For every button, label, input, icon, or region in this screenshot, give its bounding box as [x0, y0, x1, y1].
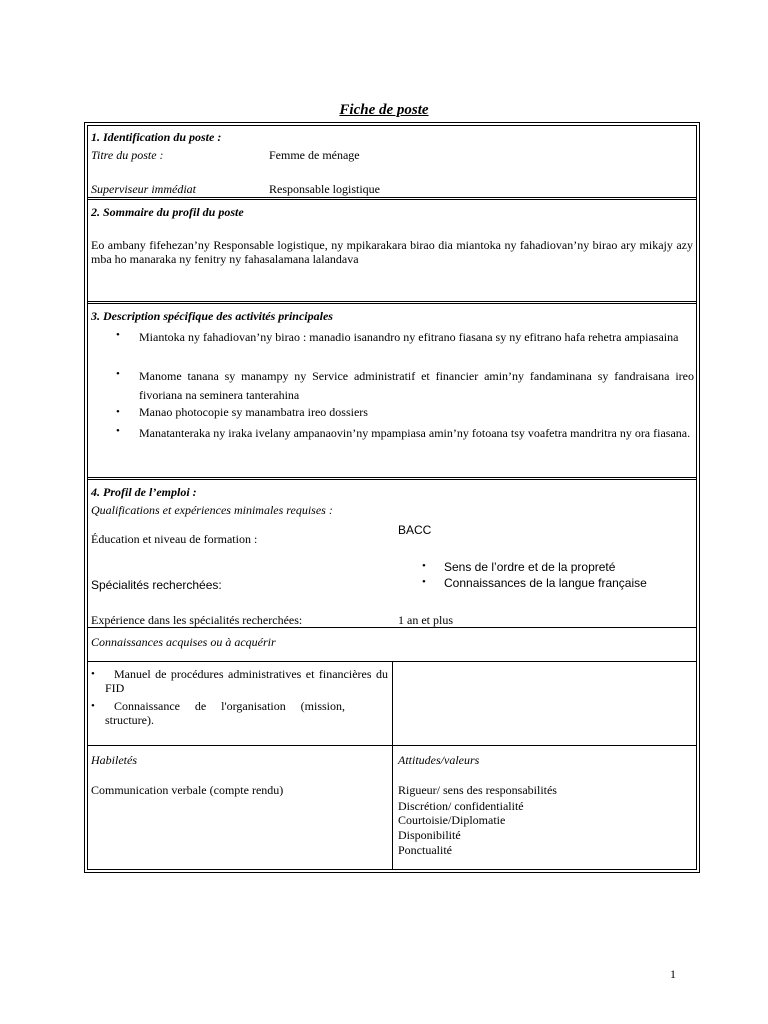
education-value: BACC	[398, 523, 432, 537]
attitude-item: Courtoisie/Diplomatie	[398, 813, 506, 827]
supervisor-label: Superviseur immédiat	[91, 182, 196, 196]
attitude-item: Disponibilité	[398, 828, 461, 842]
bullet-icon: •	[116, 425, 120, 437]
table-inner-border	[87, 125, 697, 870]
experience-label: Expérience dans les spécialités recherchées:	[91, 613, 303, 627]
activity-item: Miantoka ny fahadiovan’ny birao : manadio isanandro ny efitrano fiasana sy ny efitrano hafa rehetra ampiasaina	[139, 330, 679, 344]
attitude-item: Discrétion/ confidentialité	[398, 799, 524, 813]
knowledge-item: Connaissance de l'organisation (mission, structure).	[105, 699, 345, 727]
section1-heading: 1. Identification du poste :	[91, 130, 222, 144]
page-number: 1	[670, 967, 676, 981]
section4-heading: 4. Profil de l’emploi :	[91, 485, 197, 499]
column-divider	[392, 745, 393, 869]
bullet-icon: •	[91, 668, 95, 680]
speciality-item: Sens de l’ordre et de la propreté	[444, 560, 616, 574]
section2-summary: Eo ambany fifehezan’ny Responsable logistique, ny mpikarakara birao dia miantoka ny fahadiovan’ny birao ary mikajy azy mba ho manaraka ny fenitry ny fahasalamana lalandava	[91, 238, 693, 266]
knowledge-heading: Connaissances acquises ou à acquérir	[91, 635, 276, 649]
divider	[88, 301, 696, 304]
section4-subheading: Qualifications et expériences minimales requises :	[91, 503, 333, 517]
bullet-icon: •	[116, 406, 120, 418]
speciality-item: Connaissances de la langue française	[444, 576, 647, 590]
specialities-label: Spécialités recherchées:	[91, 578, 222, 592]
bullet-icon: •	[422, 576, 426, 588]
experience-value: 1 an et plus	[398, 613, 453, 627]
page-title: Fiche de poste	[339, 102, 429, 118]
attitude-item: Ponctualité	[398, 843, 452, 857]
divider	[88, 627, 696, 628]
supervisor-value: Responsable logistique	[269, 182, 380, 196]
job-description-table	[84, 122, 700, 873]
divider	[88, 477, 696, 480]
bullet-icon: •	[116, 368, 120, 380]
knowledge-item: Manuel de procédures administratives et financières du FID	[105, 667, 388, 695]
divider	[88, 197, 696, 200]
activity-item: Manatanteraka ny iraka ivelany ampanaovin’ny mpampiasa amin’ny fotoana tsy voafetra mandritra ny ora fiasana.	[139, 426, 691, 440]
attitude-item: Rigueur/ sens des responsabilités	[398, 783, 557, 797]
activity-item: Manao photocopie sy manambatra ireo dossiers	[139, 405, 368, 419]
job-title-label: Titre du poste :	[91, 148, 164, 162]
job-title-value: Femme de ménage	[269, 148, 360, 162]
bullet-icon: •	[422, 560, 426, 572]
attitudes-heading: Attitudes/valeurs	[398, 753, 480, 767]
bullet-icon: •	[91, 700, 95, 712]
section2-heading: 2. Sommaire du profil du poste	[91, 205, 244, 219]
activity-item: Manome tanana sy manampy ny Service administratif et financier amin’ny fandaminana sy fandraisana ireo fivoriana na seminera tanterahina	[139, 369, 694, 402]
skills-heading: Habiletés	[91, 753, 137, 767]
section3-heading: 3. Description spécifique des activités principales	[91, 309, 333, 323]
column-divider	[392, 661, 393, 745]
education-label: Éducation et niveau de formation :	[91, 532, 258, 546]
bullet-icon: •	[116, 329, 120, 341]
skill-item: Communication verbale (compte rendu)	[91, 783, 284, 797]
